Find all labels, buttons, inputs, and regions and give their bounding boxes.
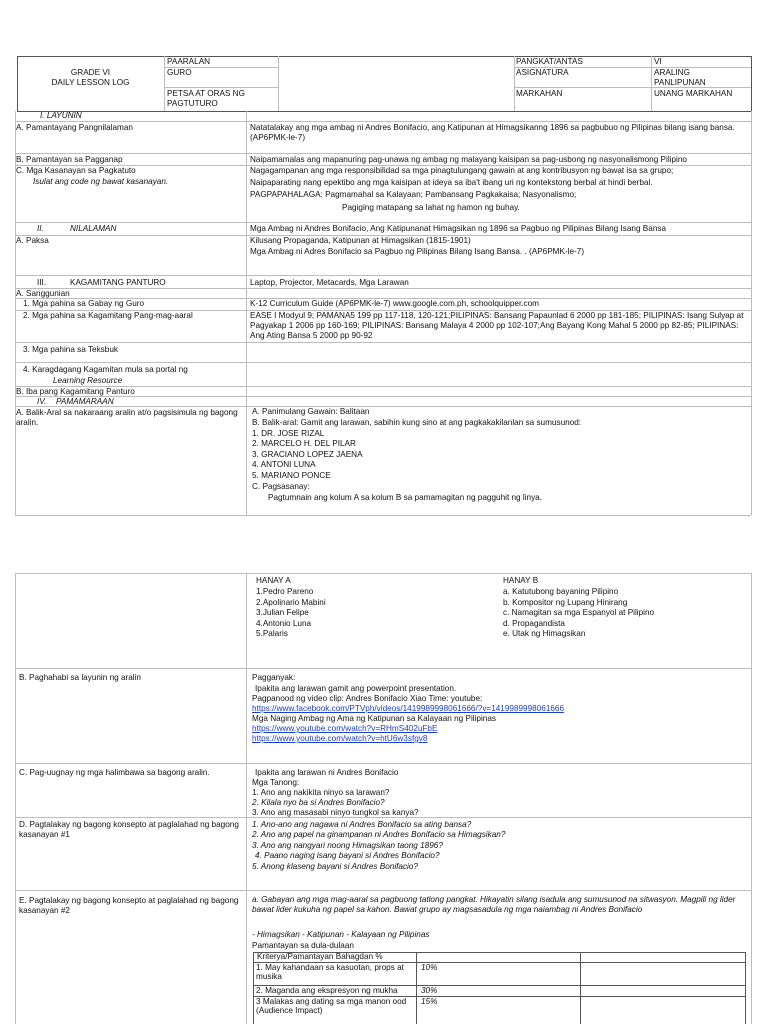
hanay-b-title: HANAY B <box>503 576 539 585</box>
pagpapahalaga-text: PAGPAPAHALAGA: Pagmamahal sa Kalayaan; Pambansang Pagkakaisa; Nasyonalismo; <box>250 190 577 199</box>
pamantayan-dula-label: Pamantayan sa dula-dulaan <box>252 941 354 950</box>
pag-uugnay-line-5: 3. Ano ang masasabi ninyo tungkol sa kanya? <box>252 808 419 817</box>
criteria-header: Kriterya/Pamantayan Bahagdan % <box>257 952 383 961</box>
section-layunin-title: I. LAYUNIN <box>40 111 82 120</box>
pangkat-value: VI <box>654 57 662 66</box>
balik-aral-line-4: 2. MARCELO H. DEL PILAR <box>252 439 356 448</box>
facebook-video-link[interactable]: https://www.facebook.com/PTVph/videos/1419989998061666/?v=1419989998061666 <box>252 704 565 713</box>
pamantayan-pagganap-label: B. Pamantayan sa Pagganap <box>16 155 123 164</box>
paghahabi-line-2: Ipakita ang larawan gamit ang powerpoint presentation. <box>255 684 457 693</box>
nilalaman-text: Mga Ambag ni Andres Bonifacio, Ang Katipunanat Himagsikan ng 1896 sa Pagbuo ng Pilipinas Bilang Isang Bansa <box>250 224 667 233</box>
pagtalakay-1-line-1: 1. Ano-ano ang nagawa ni Andres Bonifacio sa ating bansa? <box>252 820 472 829</box>
asignatura-value-1: ARALING <box>654 68 690 77</box>
section-nilalaman-title: NILALAMAN <box>70 224 117 233</box>
markahan-label: MARKAHAN <box>516 89 563 98</box>
pamantayang-pangnilalaman-label: A. Pamantayang Pangnilalaman <box>16 123 133 132</box>
hanay-a-item-3: 3.Julian Felipe <box>256 608 309 617</box>
balik-aral-label: A. Balik-Aral sa nakaraang aralin at/o pagsisimula ng bagong aralin. <box>16 408 238 427</box>
kagamitang-mag-aaral-label: 2. Mga pahina sa Kagamitang Pang-mag-aaral <box>23 311 193 320</box>
criteria-row-3-pct: 15% <box>421 997 438 1006</box>
hanay-a-item-5: 5.Palaris <box>256 629 288 638</box>
markahan-value: UNANG MARKAHAN <box>654 89 733 98</box>
paksa-text-2: Mga Ambag ni Adres Bonifacio sa Pagbuo ng Pilipinas Bilang Isang Bansa. . (AP6PMK-le-7) <box>250 247 585 256</box>
section-pamamaraan-title: PAMAMARAAN <box>56 397 114 406</box>
kasanayan-text-2: Naipaparating nang epektibo ang mga kaisipan at ideya sa iba't ibang uri ng kontekstong berbal at hindi berbal. <box>250 178 653 187</box>
hanay-b-item-5: e. Utak ng Himagsikan <box>503 629 586 638</box>
balik-aral-line-2: B. Balik-aral: Gamit ang larawan, sabihin kung sino at ang pagkakakilanlan sa sumusunod: <box>252 418 582 427</box>
paksa-label: A. Paksa <box>16 236 49 245</box>
criteria-row-2-name: 2. Maganda ang ekspresyon ng mukha <box>256 986 398 995</box>
asignatura-value-2: PANLIPUNAN <box>654 78 706 87</box>
petsa-label-2: PAGTUTURO <box>167 99 218 108</box>
paghahabi-label: B. Paghahabi sa layunin ng aralin <box>19 673 141 682</box>
hanay-b-item-3: c. Namagitan sa mga Espanyol at Pilipino <box>503 608 655 617</box>
section-kagamitan-title: KAGAMITANG PANTURO <box>70 278 166 287</box>
kasanayan-sub: Isulat ang code ng bawat kasanayan. <box>33 177 169 186</box>
hanay-a-title: HANAY A <box>256 576 291 585</box>
pagtalakay-1-label: D. Pagtalakay ng bagong konsepto at paglalahad ng bagong kasanayan #1 <box>19 820 239 839</box>
section-kagamitan-num: III. <box>37 278 47 287</box>
gabay-guro-text: K-12 Curriculum Guide (AP6PMK-le-7) www.google.com.ph, schoolquipper.com <box>250 299 539 308</box>
pagtalakay-1-line-4: 4. Paano naging isang bayani si Andres Bonifacio? <box>255 851 440 860</box>
criteria-row-1-pct: 10% <box>421 963 438 972</box>
dll-label: DAILY LESSON LOG <box>51 78 130 87</box>
criteria-row-3-name: 3 Malakas ang dating sa mga manon ood (Audience Impact) <box>256 997 407 1016</box>
balik-aral-line-1: A. Panimulang Gawain: Balitaan <box>252 407 370 416</box>
youtube-link-2[interactable]: https://www.youtube.com/watch?v=htU6w3sfgv8 <box>252 734 428 743</box>
hanay-b-item-2: b. Kompositor ng Lupang Hinirang <box>503 598 628 607</box>
pangkat-label: PANGKAT/ANTAS <box>516 57 583 66</box>
balik-aral-line-7: 5. MARIANO PONCE <box>252 471 331 480</box>
section-nilalaman-num: II. <box>37 224 44 233</box>
petsa-label: PETSA AT ORAS NG <box>167 89 245 98</box>
balik-aral-line-3: 1. DR. JOSE RIZAL <box>252 429 325 438</box>
hanay-a-item-4: 4.Antonio Luna <box>256 619 312 628</box>
pagtalakay-1-line-3: 3. Ano ang nangyari noong Himagsikan taong 1896? <box>252 841 443 850</box>
criteria-row-1-name: 1. May kahandaan sa kasuotan, props at musika <box>256 963 404 982</box>
kasanayan-label: C. Mga Kasanayan sa Pagkatuto <box>16 166 136 175</box>
youtube-link-1[interactable]: https://www.youtube.com/watch?v=RHmS402uFbE <box>252 724 438 733</box>
kasanayan-text-1: Nagagampanan ang mga responsibilidad sa mga pinagtulungang gawain at ang kontribusyon ng bawat isa sa grupo; <box>250 166 674 175</box>
teksbuk-label: 3. Mga pahina sa Teksbuk <box>23 345 118 354</box>
pagtalakay-2-label: E. Pagtalakay ng bagong konsepto at paglalahad ng bagong kasanayan #2 <box>19 896 239 915</box>
asignatura-label: ASIGNATURA <box>516 68 569 77</box>
hanay-b-item-1: a. Katutubong bayaning Pilipino <box>503 587 619 596</box>
pagtalakay-1-line-2: 2. Ano ang papel na ginampanan ni Andres Bonifacio sa Himagsikan? <box>252 830 506 839</box>
balik-aral-line-8: C. Pagsasanay: <box>252 482 310 491</box>
paksa-text-1: Kilusang Propaganda, Katipunan at Himagsikan (1815-1901) <box>250 236 471 245</box>
balik-aral-line-6: 4. ANTONI LUNA <box>252 460 316 469</box>
iba-pang-kagamitan-label: B. Iba pang Kagamitang Panturo <box>16 387 135 396</box>
pag-uugnay-label: C. Pag-uugnay ng mga halimbawa sa bagong aralin. <box>19 768 210 777</box>
pagtalakay-1-line-5: 5. Anong klaseng bayani si Andres Bonifacio? <box>252 862 418 871</box>
paghahabi-line-3: Pagpanood ng video clip: Andres Bonifacio Xiao Time: youtube: <box>252 694 483 703</box>
hanay-a-item-1: 1.Pedro Pareno <box>256 587 314 596</box>
pagpapahalaga-text-2: Pagiging matapang sa lahat ng hamon ng buhay. <box>342 203 520 212</box>
learning-resource-label: Learning Resource <box>53 376 123 385</box>
hanay-b-item-4: d. Propagandista <box>503 619 565 628</box>
hanay-a-item-2: 2.Apolinario Mabini <box>256 598 326 607</box>
pag-uugnay-line-4: 2. Kilala nyo ba si Andres Bonifacio? <box>252 798 385 807</box>
pag-uugnay-line-2: Mga Tanong: <box>252 778 300 787</box>
grade-label: GRADE VI <box>70 68 111 77</box>
kagamitan-text: Laptop, Projector, Metacards, Mga Larawan <box>250 278 409 287</box>
paghahabi-line-1: Pagganyak: <box>252 673 296 682</box>
balik-aral-line-5: 3. GRACIANO LOPEZ JAENA <box>252 450 363 459</box>
gabay-guro-label: 1. Mga pahina sa Gabay ng Guro <box>23 299 145 308</box>
pagtalakay-2-text: a. Gabayan ang mga mag-aaral sa pagbuong tatlong pangkat. Hikayatin silang isadula ang sumusunod na sitwasyon. Magpili ng lider bawat lider kukuha ng papel sa kahon. Bawat grupo ay magsasadula ng mga naiambag ni Andres Bonifacio <box>252 895 736 914</box>
guro-label: GURO <box>167 68 192 77</box>
balik-aral-line-9: Pagtumnain ang kolum A sa kolum B sa pamamagitan ng pagguhit ng linya. <box>268 493 542 502</box>
pamantayan-pagganap-text: Naipamamalas ang mapanuring pag-unawa ng ambag ng malayang kaisipan sa pag-usbong ng nasyonalismong Pilipino <box>250 155 687 164</box>
pag-uugnay-line-3: 1. Ano ang nakikita ninyo sa larawan? <box>252 788 390 797</box>
paghahabi-line-4: Mga Naging Ambag ng Ama ng Katipunan sa Kalayaan ng Pilipinas <box>252 714 496 723</box>
karagdagang-kagamitan-label: 4. Karagdagang Kagamitan mula sa portal ng <box>23 365 188 374</box>
section-pamamaraan-num: IV. <box>37 397 47 406</box>
pag-uugnay-line-1: Ipakita ang larawan ni Andres Bonifacio <box>255 768 399 777</box>
sanggunian-label: A. Sanggunian <box>16 289 70 298</box>
paaralan-label: PAARALAN <box>167 57 211 66</box>
pagtalakay-2-topics: - Himagsikan - Katipunan - Kalayaan ng Pilipinas <box>252 930 430 939</box>
kagamitang-mag-aaral-text: EASE I Modyul 9; PAMANA5 199 pp 117-118, 120-121;PILIPINAS: Bansang Papaunlad 6 2000 pp 181-185; PILIPINAS: Isang Sulyap at Pagyakap 1 2006 pp 160-169; PILIPINAS: Bansang Malaya 4 2000 pp 102-107;Ang Bayang Kong Mahal 5 2000 pp 82-85; PILIPINAS: Ang Ating Bansa 5 2000 pp 90-92 <box>250 311 744 340</box>
criteria-row-2-pct: 30% <box>421 986 438 995</box>
pamantayang-pangnilalaman-text: Natatalakay ang mga ambag ni Andres Bonifacio, ang Katipunan at Himagsikanng 1896 sa pagbubuo ng Pilipinas bilang isang bansa. (AP6PMK-le-7) <box>250 123 735 142</box>
